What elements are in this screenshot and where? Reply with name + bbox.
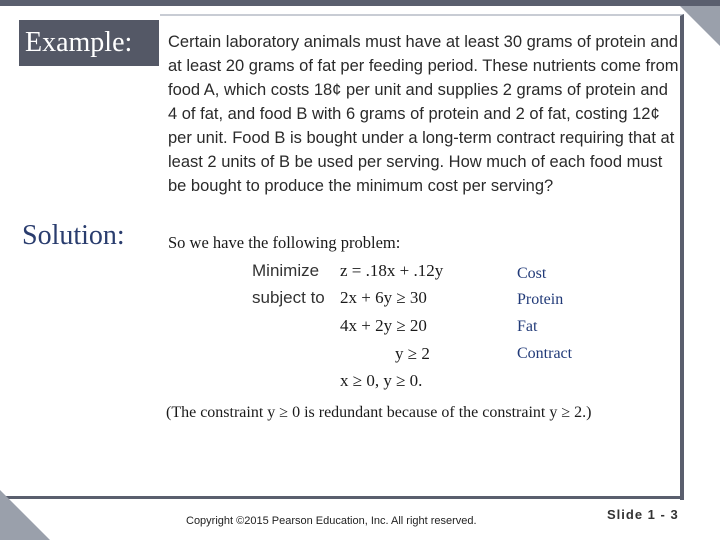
bottom-frame-line	[0, 496, 684, 499]
minimize-label: Minimize	[252, 261, 320, 280]
solution-intro: So we have the following problem:	[168, 233, 401, 252]
constraint-fat: 4x + 2y ≥ 20	[340, 316, 427, 335]
constraint-nonnegativity: x ≥ 0, y ≥ 0.	[340, 371, 423, 390]
example-label: Example:	[19, 20, 159, 66]
constraint-label-protein: Protein	[517, 291, 564, 308]
copyright-footer: Copyright ©2015 Pearson Education, Inc. All right reserved.	[186, 515, 477, 527]
constraint-label-cost: Cost	[517, 265, 547, 282]
top-frame-bar	[0, 0, 720, 6]
solution-label: Solution:	[22, 220, 125, 251]
constraint-label-fat: Fat	[517, 318, 538, 335]
problem-statement: Certain laboratory animals must have at least 30 grams of protein and at least 20 grams of fat per feeding period. These nutrients come from food A, which costs 18¢ per unit and supplies 2 grams of protein and 4 of fat, and food B with 6 grams of protein and 2 of fat, costing 12¢ per unit. Food B is bought under a long-term contract requiring that at least 2 units of B be used per serving. How much of each food must be bought to produce the minimum cost per serving?	[168, 33, 679, 195]
constraint-label-contract: Contract	[517, 345, 573, 362]
slide-number: Slide 1 - 3	[607, 507, 679, 522]
top-right-corner-decoration	[680, 6, 720, 46]
redundancy-note: (The constraint y ≥ 0 is redundant because of the constraint y ≥ 2.)	[166, 404, 592, 421]
constraint-contract: y ≥ 2	[395, 344, 430, 363]
linear-program	[252, 258, 692, 398]
subject-to-label: subject to	[252, 288, 325, 307]
bottom-left-corner-decoration	[0, 490, 50, 540]
objective-function: z = .18x + .12y	[340, 261, 444, 280]
constraint-protein: 2x + 6y ≥ 30	[340, 288, 427, 307]
